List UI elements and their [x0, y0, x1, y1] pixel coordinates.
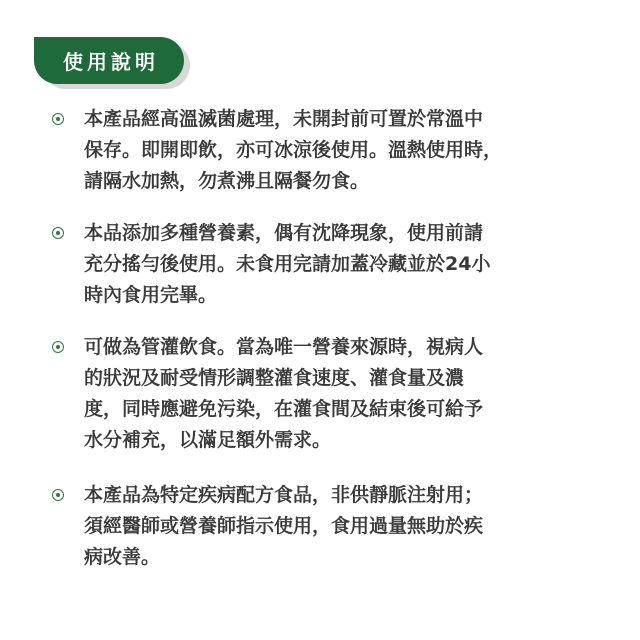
- title-badge-pill: [34, 37, 184, 84]
- circle-dot-icon: [52, 489, 64, 501]
- list-item-line: 時內食用完畢。: [84, 284, 218, 306]
- list-item-line: 充分搖勻後使用。未食用完請加蓋冷藏並於24小: [84, 253, 491, 275]
- circle-dot-icon: [52, 227, 64, 239]
- list-item-line: 本品添加多種營養素，偶有沈降現象，使用前請: [84, 222, 484, 244]
- list-item-line: 本產品為特定疾病配方食品，非供靜脈注射用；: [84, 484, 484, 506]
- list-item: [48, 218, 608, 311]
- list-item-line: 可做為管灌飲食。當為唯一營養來源時，視病人: [84, 336, 484, 358]
- circle-dot-icon: [52, 113, 64, 125]
- list-item-line: 水分補充，以滿足額外需求。: [84, 429, 332, 451]
- list-item: [48, 332, 608, 456]
- list-item-line: 請隔水加熱，勿煮沸且隔餐勿食。: [84, 170, 370, 192]
- instructions-list: [48, 104, 608, 594]
- section-title: 使用說明: [63, 50, 159, 74]
- list-item-line: 病改善。: [84, 546, 161, 568]
- list-item: [48, 104, 608, 197]
- section-title-badge: [34, 37, 190, 89]
- list-item: [48, 480, 608, 573]
- list-item-line: 保存。即開即飲，亦可冰涼後使用。溫熱使用時，: [84, 139, 503, 161]
- list-item-line: 須經醫師或營養師指示使用，食用過量無助於疾: [84, 515, 484, 537]
- list-item-line: 的狀況及耐受情形調整灌食速度、灌食量及濃: [84, 367, 465, 389]
- list-item-line: 度，同時應避免污染，在灌食間及結束後可給予: [84, 398, 484, 420]
- list-item-line: 本產品經高溫滅菌處理，未開封前可置於常溫中: [84, 108, 484, 130]
- circle-dot-icon: [52, 341, 64, 353]
